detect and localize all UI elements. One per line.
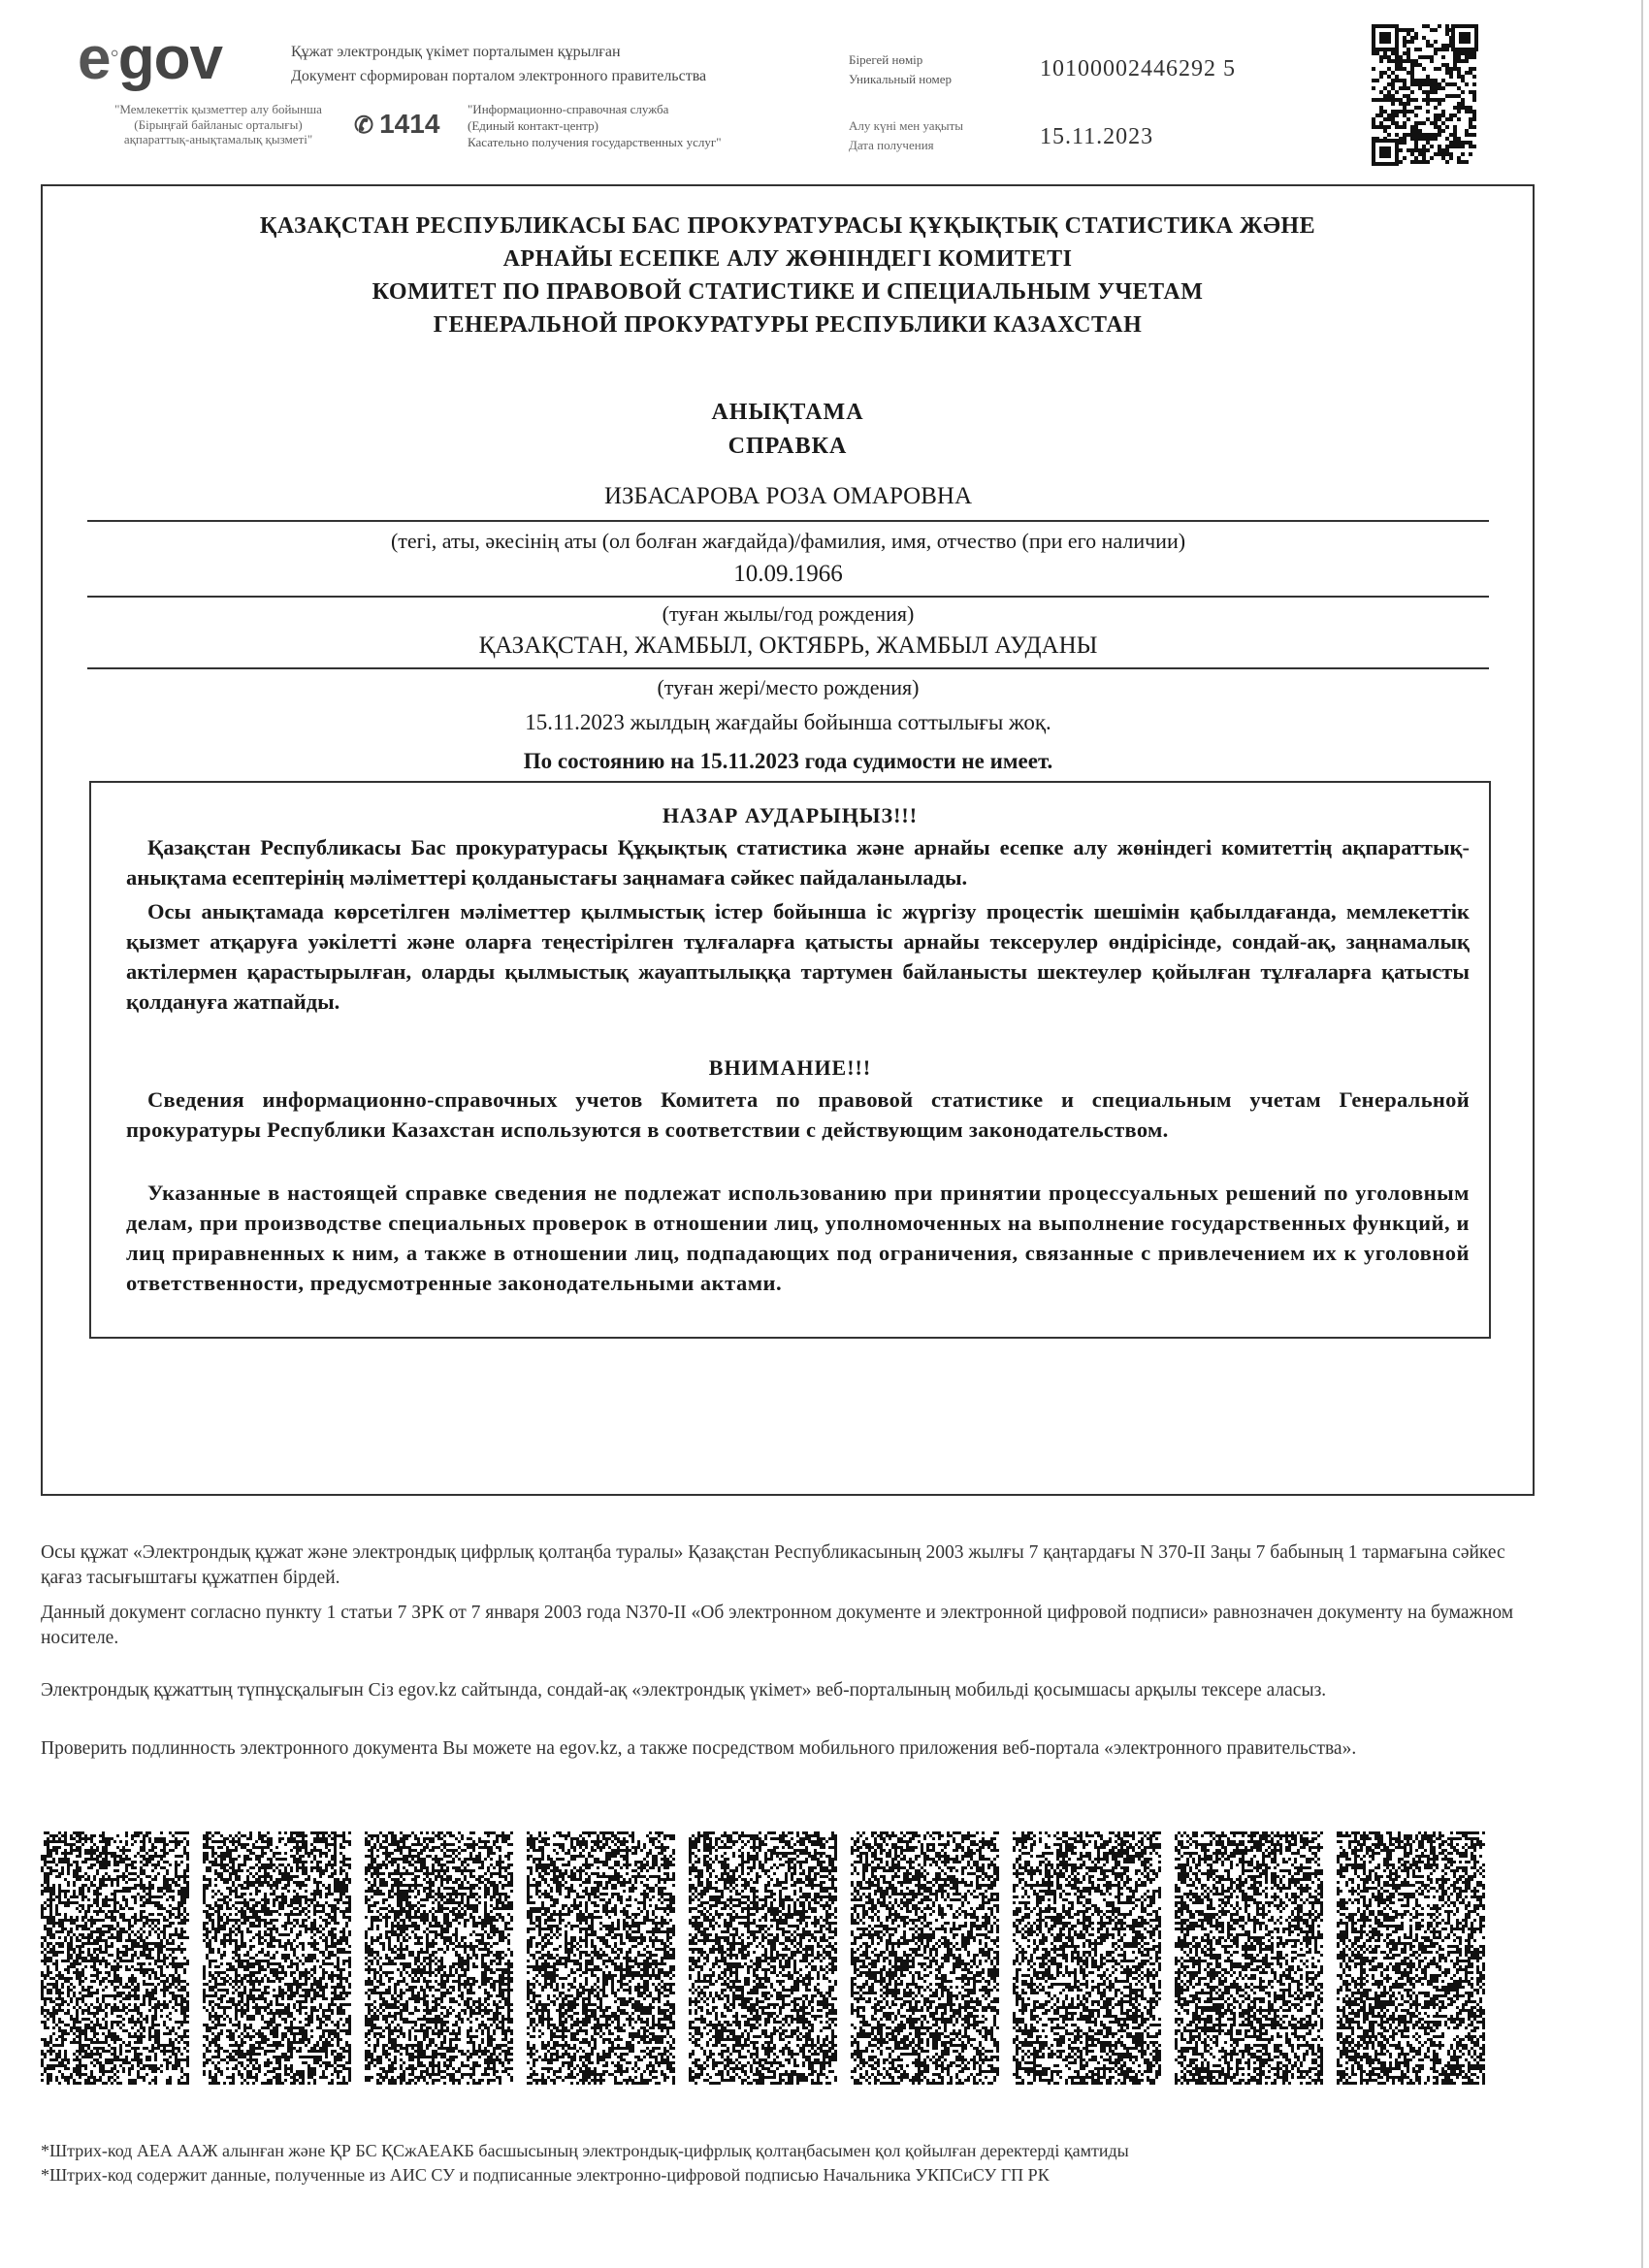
contact-center-caption	[468, 102, 722, 151]
warning-title-kz: НАЗАР АУДАРЫҢЫЗ!!!	[662, 803, 919, 827]
2d-barcode-icon	[851, 1831, 1001, 2086]
organization-kz-line: ҚАЗАҚСТАН РЕСПУБЛИКАСЫ БАС ПРОКУРАТУРАСЫ ҚҰҚЫҚТЫҚ СТАТИСТИКА ЖӘНЕ	[259, 213, 1316, 239]
contact-phone	[354, 109, 439, 140]
unique-number-label-kz: Бірегей нөмір	[849, 52, 923, 67]
legal-note-kz: Осы құжат «Электрондық құжат және электрондық цифрлық қолтаңба туралы» Қазақстан Республикасының 2003 жылғы 7 қаңтардағы N 370-II Заңы 7 бабының 1 тармағына сәйкес қағаз тасығыштағы құжатпен бірдей.	[41, 1542, 1505, 1589]
organization-heading	[41, 210, 1535, 341]
phone-icon: ✆	[354, 113, 374, 139]
barcode-note-ru: *Штрих-код содержит данные, полученные из АИС СУ и подписанные электронно-цифровой подписью Начальника УКПСиСУ ГП РК	[41, 2165, 1050, 2185]
document-title-kz: АНЫҚТАМА	[711, 400, 864, 425]
date-label-ru: Дата получения	[849, 138, 934, 153]
date-label	[849, 116, 963, 155]
verification-note-kz: Электрондық құжаттың түпнұсқалығын Сіз egov.kz сайтында, сондай-ақ «электрондық үкімет» веб-порталының мобильді қосымшасы арқылы тексере аласыз.	[41, 1680, 1327, 1701]
service-caption-line: ақпараттық-анықтамалық қызметі"	[123, 132, 313, 147]
barcode-note-kz: *Штрих-код АЕА ААЖ алынған және ҚР БС ҚСжАЕАКБ басшысының электрондық-цифрлық қолтаңбасымен қол қойылған деректерді қамтиды	[41, 2141, 1129, 2160]
full-name-label: (тегі, аты, әкесінің аты (ол болған жағдайда)/фамилия, имя, отчество (при его наличии)	[390, 529, 1186, 553]
criminal-record-status-kz: 15.11.2023 жылдың жағдайы бойынша соттылығы жоқ.	[525, 710, 1051, 734]
divider	[87, 520, 1489, 522]
contact-caption-line: "Информационно-справочная служба	[468, 102, 669, 116]
service-caption-line: "Мемлекеттік қызметтер алу бойынша	[114, 102, 322, 116]
divider	[87, 596, 1489, 598]
qr-code-icon	[1372, 24, 1478, 166]
portal-caption-ru: Документ сформирован порталом электронного правительства	[291, 67, 707, 84]
birth-date-label: (туған жылы/год рождения)	[662, 601, 915, 626]
egov-logo: e◦gov	[78, 25, 222, 92]
2d-barcode-icon	[203, 1831, 353, 2086]
unique-number-label	[849, 50, 952, 89]
2d-barcode-icon	[365, 1831, 515, 2086]
birth-date: 10.09.1966	[733, 561, 843, 587]
portal-caption	[291, 41, 706, 89]
organization-kz-line: АРНАЙЫ ЕСЕПКЕ АЛУ ЖӨНІНДЕГІ КОМИТЕТІ	[502, 246, 1073, 273]
unique-number: 10100002446292 5	[1040, 56, 1236, 81]
warning-paragraph-ru: Указанные в настоящей справке сведения не подлежат использованию при принятии процессуальных решений по уголовным делам, при производстве специальных проверок в отношении лиц, уполномоченных на выполнение государственных функций, и лиц приравненных к ним, а также в отношении лиц, подпадающих под ограничения, связанные с привлечением их к уголовной ответственности, предусмотренные законодательными актами.	[126, 1181, 1470, 1296]
warning-paragraph-kz: Осы анықтамада көрсетілген мәліметтер қылмыстық істер бойынша іс жүргізу процестік шешімін қабылдағанда, мемлекеттік қызмет атқаруға уәкілетті және оларға теңестірілген тұлғаларға қатысты арнайы тексерулер өндірісінде, сондай-ақ, заңнамалық актілермен қарастырылған, оларды қылмыстық жауаптылыққа тартумен байланысты шектеулер қойылған тұлғаларға қатысты қолдануға жатпайды.	[126, 899, 1470, 1015]
divider	[87, 667, 1489, 669]
document-title	[41, 396, 1535, 464]
document-title-ru: СПРАВКА	[728, 433, 848, 459]
unique-number-label-ru: Уникальный номер	[849, 72, 952, 87]
legal-note-ru: Данный документ согласно пункту 1 статьи 7 ЗРК от 7 января 2003 года N370-II «Об электронном документе и электронной цифровой подписи» равнозначен документу на бумажном носителе.	[41, 1603, 1514, 1649]
2d-barcode-icon	[1337, 1831, 1487, 2086]
contact-caption-line: (Единый контакт-центр)	[468, 117, 598, 133]
2d-barcode-icon	[527, 1831, 677, 2086]
date-label-kz: Алу күні мен уақыты	[849, 118, 964, 133]
verification-note-ru: Проверить подлинность электронного документа Вы можете на egov.kz, а также посредством мобильного приложения веб-портала «электронного правительства».	[41, 1738, 1357, 1759]
birth-place: ҚАЗАҚСТАН, ЖАМБЫЛ, ОКТЯБРЬ, ЖАМБЫЛ АУДАНЫ	[478, 632, 1098, 659]
criminal-record-status-ru: По состоянию на 15.11.2023 года судимости не имеет.	[523, 749, 1053, 773]
2d-barcode-icon	[1175, 1831, 1325, 2086]
birth-place-label: (туған жері/место рождения)	[657, 675, 920, 699]
warning-paragraph-ru: Сведения информационно-справочных учетов Комитета по правовой статистике и специальным учетам Генеральной прокуратуры Республики Казахстан используются в соответствии с действующим законодательством.	[126, 1087, 1470, 1143]
service-caption	[78, 102, 359, 147]
phone-number: 1414	[379, 109, 440, 139]
2d-barcode-icon	[1013, 1831, 1163, 2086]
service-caption-line: (Бірыңғай байланыс орталығы)	[134, 116, 303, 132]
2d-barcode-icon	[41, 1831, 191, 2086]
warning-title-ru: ВНИМАНИЕ!!!	[708, 1055, 872, 1080]
issue-date: 15.11.2023	[1040, 124, 1154, 149]
2d-barcode-icon	[689, 1831, 839, 2086]
portal-caption-kz: Құжат электрондық үкімет порталымен құрылған	[291, 44, 621, 60]
scan-edge	[1641, 0, 1643, 2268]
full-name: ИЗБАСАРОВА РОЗА ОМАРОВНА	[603, 483, 973, 509]
contact-caption-line: Касательно получения государственных услуг"	[468, 134, 722, 149]
warning-paragraph-kz: Қазақстан Республикасы Бас прокуратурасы Құқықтық статистика және арнайы есепке алу жөніндегі комитеттің ақпараттық-анықтама есептерінің мәліметтері қолданыстағы заңнамаға сәйкес пайдаланылады.	[126, 835, 1470, 891]
organization-ru-line: ГЕНЕРАЛЬНОЙ ПРОКУРАТУРЫ РЕСПУБЛИКИ КАЗАХСТАН	[433, 312, 1143, 339]
organization-ru-line: КОМИТЕТ ПО ПРАВОВОЙ СТАТИСТИКЕ И СПЕЦИАЛЬНЫМ УЧЕТАМ	[372, 279, 1204, 306]
